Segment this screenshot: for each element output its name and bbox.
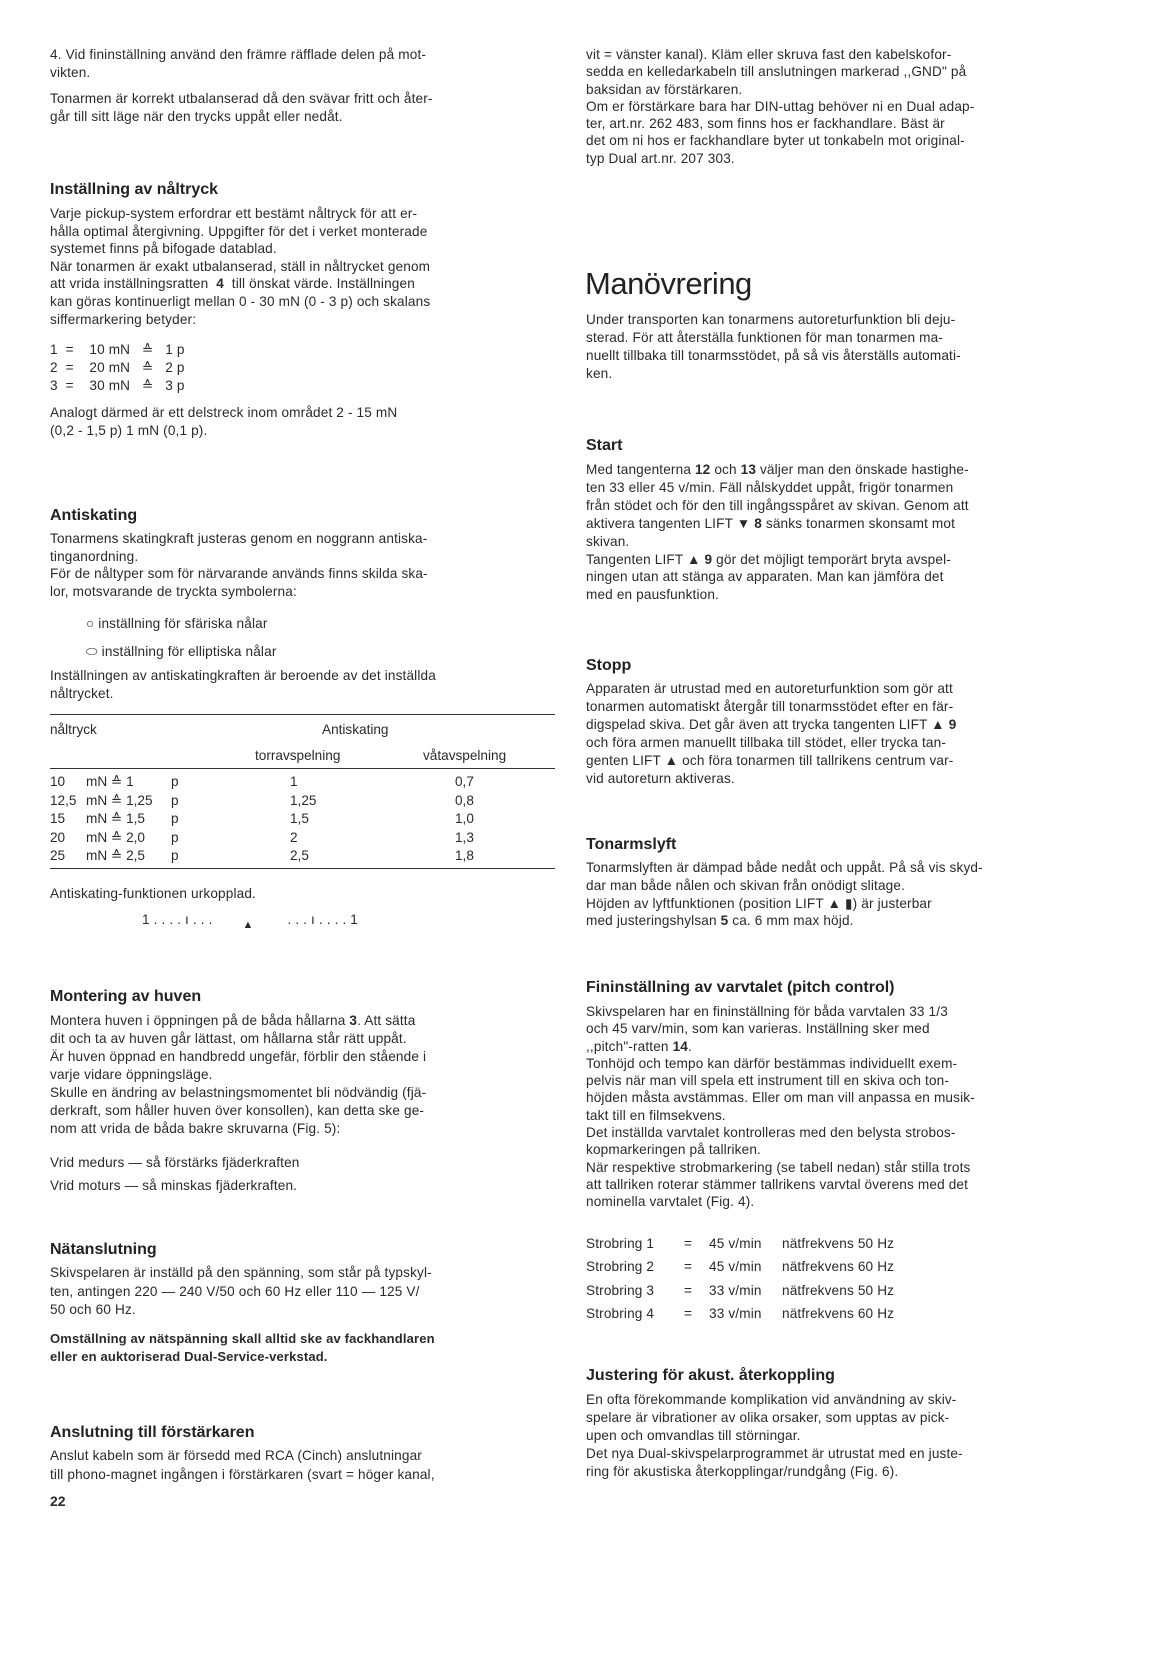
text-line: genten LIFT ▲ och föra tonarmen till tallrikens centrum var- <box>586 752 954 768</box>
reference-number: 13 <box>740 462 757 477</box>
row-unit-p: p <box>171 792 179 808</box>
reference-number: 4 <box>216 276 224 292</box>
table-top-rule <box>50 714 555 715</box>
section-heading-justering: Justering för akust. återkoppling <box>586 1367 835 1384</box>
text-line: Skivspelaren är inställd på den spänning, som står på typskyl- <box>50 1265 432 1280</box>
strobring-label: Strobring 4 <box>586 1305 655 1321</box>
text-line: Varje pickup-system erfordrar ett bestämt nåltryck för att er- <box>50 206 418 221</box>
text-line: När respektive strobmarkering (se tabell nedan) står stilla trots <box>586 1159 971 1175</box>
table-header-antiskating: Antiskating <box>322 722 389 737</box>
text-line: Omställning av nätspänning skall alltid ske av fackhandlaren <box>50 1331 435 1346</box>
natanslutning-paragraph <box>50 1264 530 1320</box>
text-segment: ca. 6 mm max höjd. <box>728 913 854 929</box>
text-line: derkraft, som håller huven över konsollen), kan detta ske ge- <box>50 1103 425 1118</box>
text-line: typ Dual art.nr. 207 303. <box>586 150 735 166</box>
row-unit-p: p <box>171 774 179 789</box>
strobring-speed: 33 v/min <box>709 1305 762 1321</box>
text-segment: aktivera tangenten LIFT ▼ <box>586 515 755 531</box>
text-segment: digspelad skiva. Det går även att trycka tangenten LIFT ▲ <box>586 716 949 732</box>
text-line: eller en auktoriserad Dual-Service-verkstad. <box>50 1349 328 1364</box>
text-segment: Montera huven i öppningen på de båda hållarna <box>50 1013 350 1028</box>
text-line: och föra armen manuellt tillbaka till stödet, eller trycka tan- <box>586 734 947 750</box>
text-line: (0,2 - 1,5 p) 1 mN (0,1 p). <box>50 422 208 438</box>
row-value-mn: 25 <box>50 848 66 864</box>
tonarmslyft-paragraph <box>586 859 1066 930</box>
text-line: Vrid medurs — så förstärks fjäderkraften <box>50 1155 300 1170</box>
text-segment: . Att sätta <box>357 1013 416 1028</box>
text-line: nuellt tillbaka till tonarmsstödet, på så vis återställs automati- <box>586 348 961 363</box>
text-line: Tonarmen är korrekt utbalanserad då den svävar fritt och åter- <box>50 91 433 106</box>
text-line: nominella varvtalet (Fig. 4). <box>586 1194 755 1210</box>
chapter-title-manovrering: Manövrering <box>585 266 752 301</box>
row-unit-p: p <box>171 811 179 827</box>
text-line: 4. Vid fininställning använd den främre räfflade delen på mot- <box>50 47 427 62</box>
text-line: vid autoreturn aktiveras. <box>586 770 735 786</box>
table-bottom-rule <box>50 868 555 869</box>
scale-right: . . . ı . . . . 1 <box>287 912 359 927</box>
text-line: sedda en kelledarkabeln till anslutningen markerad ,,GND" på <box>586 64 967 80</box>
row-unit-eq: mN ≙ 1,5 <box>86 811 145 827</box>
text-line <box>586 912 1066 930</box>
row-value-mn: 10 <box>50 774 66 789</box>
row-unit-p: p <box>171 848 179 864</box>
strobring-speed: 33 v/min <box>709 1282 762 1298</box>
text-line <box>586 1038 1066 1055</box>
text-segment: . <box>687 1038 692 1054</box>
section-heading-tonarmslyft: Tonarmslyft <box>586 836 677 853</box>
antiskating-off-text: Antiskating-funktionen urkopplad. <box>50 886 256 901</box>
row-torr: 2,5 <box>290 848 309 864</box>
equals-sign: = <box>684 1236 693 1251</box>
start-paragraph <box>586 461 1066 604</box>
text-line: Apparaten är utrustad med en autoreturfunktion som gör att <box>586 681 953 696</box>
text-line: Är huven öppnad en handbredd ungefär, förblir den stående i <box>50 1049 427 1064</box>
text-segment: väljer man den önskade hastighe- <box>756 462 969 477</box>
text-line <box>586 716 1066 734</box>
reference-number: 9 <box>948 716 957 732</box>
text-line: till phono-magnet ingången i förstärkaren (svart = höger kanal, <box>50 1466 435 1482</box>
equals-sign: = <box>684 1305 693 1321</box>
section-heading-naltryck: Inställning av nåltryck <box>50 181 219 198</box>
text-line: När tonarmen är exakt utbalanserad, ställ in nåltrycket genom <box>50 258 431 274</box>
reference-number: 3 <box>349 1013 358 1028</box>
triangle-up-icon: ▲ <box>242 919 254 931</box>
text-line: 1 = 10 mN ≙ 1 p <box>50 342 185 357</box>
text-line <box>50 1012 530 1030</box>
table-header-rule <box>50 768 555 769</box>
section-heading-natanslutning: Nätanslutning <box>50 1241 157 1258</box>
row-torr: 1 <box>290 774 298 789</box>
stopp-paragraph <box>586 680 1066 787</box>
text-line: ter, art.nr. 262 483, som finns hos er fackhandlare. Bäst är <box>586 116 945 132</box>
row-unit-eq: mN ≙ 2,5 <box>86 848 145 864</box>
text-line: skivan. <box>586 533 630 549</box>
text-line: dar man både nålen och skivan från onödigt slitage. <box>586 877 905 893</box>
row-value-mn: 12,5 <box>50 792 77 808</box>
strobring-label: Strobring 2 <box>586 1259 655 1275</box>
text-line <box>50 275 530 293</box>
strobring-frequency: nätfrekvens 60 Hz <box>782 1259 895 1275</box>
strobring-label: Strobring 1 <box>586 1236 655 1251</box>
text-line: ken. <box>586 366 613 381</box>
row-vat: 0,7 <box>455 774 474 789</box>
text-line: Anslut kabeln som är försedd med RCA (Cinch) anslutningar <box>50 1448 422 1463</box>
section-heading-montering: Montering av huven <box>50 988 202 1005</box>
text-line: nåltrycket. <box>50 685 114 701</box>
reference-number: 12 <box>694 462 711 477</box>
equals-sign: = <box>684 1259 693 1275</box>
section-heading-stopp: Stopp <box>586 657 632 674</box>
text-line: siffermarkering betyder: <box>50 311 197 327</box>
anslutning-paragraph <box>50 1447 530 1484</box>
section-heading-anslutning: Anslutning till förstärkaren <box>50 1424 255 1441</box>
row-vat: 1,8 <box>455 848 474 864</box>
row-vat: 0,8 <box>455 792 474 808</box>
row-torr: 1,5 <box>290 811 309 827</box>
text-line: 50 och 60 Hz. <box>50 1302 136 1317</box>
row-value-mn: 15 <box>50 811 66 827</box>
text-line: Höjden av lyftfunktionen (position LIFT ▲ ▮) är justerbar <box>586 895 932 911</box>
text-line: vikten. <box>50 64 91 80</box>
strobring-frequency: nätfrekvens 50 Hz <box>782 1236 895 1251</box>
row-unit-eq: mN ≙ 1 <box>86 774 134 789</box>
montering-paragraph <box>50 1012 530 1138</box>
antiskating-paragraph <box>50 530 530 600</box>
text-segment: ,,pitch"-ratten <box>586 1038 673 1054</box>
pitch-paragraph <box>586 1003 1066 1211</box>
antiskating-dependency <box>50 667 530 702</box>
text-line: höjden måsta avstämmas. Eller om man vill anpassa en musik- <box>586 1090 975 1106</box>
reference-number: 8 <box>754 515 762 531</box>
reference-number: 5 <box>720 913 729 929</box>
text-line: ten, antingen 220 — 240 V/50 och 60 Hz eller 110 — 125 V/ <box>50 1283 420 1299</box>
text-line: ○ inställning för sfäriska nålar <box>86 616 268 631</box>
text-segment: med justeringshylsan <box>586 913 721 929</box>
antiskating-table <box>50 720 555 870</box>
strobring-label: Strobring 3 <box>586 1282 655 1298</box>
text-line: Tonarmslyften är dämpad både nedåt och uppåt. På så vis skyd- <box>586 860 983 875</box>
antiskating-symbols <box>86 610 277 666</box>
antiskating-scale <box>142 911 442 931</box>
table-header-vat: våtavspelning <box>423 748 507 763</box>
text-line: För de nåltyper som för närvarande används finns skilda ska- <box>50 566 428 582</box>
text-line: dit och ta av huven går lättast, om hållarna står rätt uppåt. <box>50 1031 407 1046</box>
text-line: med en pausfunktion. <box>586 587 719 603</box>
text-line: 3 = 30 mN ≙ 3 p <box>50 378 185 393</box>
text-line: Det nya Dual-skivspelarprogrammet är utrustat med en juste- <box>586 1446 963 1461</box>
text-line: 2 = 20 mN ≙ 2 p <box>50 360 185 375</box>
text-segment: och <box>710 462 741 477</box>
justering-paragraph <box>586 1391 1066 1481</box>
text-line: kopmarkeringen på tallriken. <box>586 1142 761 1158</box>
text-line: varje vidare öppningsläge. <box>50 1067 213 1082</box>
text-line: från stödet och för den till ingångsspåret av skivan. Genom att <box>586 497 969 513</box>
strobring-frequency: nätfrekvens 60 Hz <box>782 1305 895 1321</box>
text-line <box>586 515 1066 533</box>
row-torr: 1,25 <box>290 792 317 808</box>
text-segment: till önskat värde. Inställningen <box>223 276 415 292</box>
text-line: spelare är vibrationer av olika orsaker, som upptas av pick- <box>586 1410 950 1425</box>
naltryck-analog <box>50 404 530 439</box>
text-line: tinganordning. <box>50 548 139 564</box>
page-number: 22 <box>50 1493 66 1509</box>
section-heading-start: Start <box>586 437 623 454</box>
row-unit-p: p <box>171 829 179 845</box>
text-line: nom att vrida de båda bakre skruvarna (Fig. 5): <box>50 1121 341 1136</box>
text-segment: Tangenten LIFT ▲ <box>586 551 705 567</box>
text-line <box>586 461 1066 479</box>
text-line: Tonhöjd och tempo kan därför bestämmas individuellt exem- <box>586 1055 958 1071</box>
text-segment: sänks tonarmen skonsamt mot <box>761 515 956 531</box>
text-line: det om ni hos er fackhandlare byter ut tonkabeln mot original- <box>586 133 965 149</box>
natanslutning-warning <box>50 1330 530 1366</box>
naltryck-paragraph <box>50 205 530 328</box>
row-vat: 1,3 <box>455 829 474 845</box>
text-line: pelvis när man vill spela ett instrument till en skiva och ton- <box>586 1073 950 1089</box>
row-unit-eq: mN ≙ 2,0 <box>86 829 145 845</box>
row-torr: 2 <box>290 829 298 845</box>
text-line: Inställningen av antiskatingkraften är beroende av det inställda <box>50 668 436 683</box>
naltryck-equivalences <box>50 341 530 395</box>
table-header-naltryck: nåltryck <box>50 722 97 737</box>
text-line: Det inställda varvtalet kontrolleras med den belysta strobos- <box>586 1125 956 1141</box>
text-segment: gör det möjligt temporärt bryta avspel- <box>712 551 951 567</box>
text-line: Skulle en ändring av belastningsmomentet bli nödvändig (fjä- <box>50 1085 427 1100</box>
scale-left: 1 . . . . ı . . . <box>142 912 213 927</box>
row-value-mn: 20 <box>50 829 66 845</box>
balance-paragraph <box>50 90 530 125</box>
text-line: hålla optimal återgivning. Uppgifter för det i verket monterade <box>50 223 428 239</box>
text-line: Analogt därmed är ett delstreck inom området 2 - 15 mN <box>50 405 398 420</box>
text-line: att tallriken roterar stämmer tallrikens varvtal överens med det <box>586 1176 969 1192</box>
text-line: ten 33 eller 45 v/min. Fäll nålskyddet uppåt, frigör tonarmen <box>586 479 954 495</box>
text-line <box>586 551 1066 569</box>
text-line: kan göras kontinuerligt mellan 0 - 30 mN (0 - 3 p) och skalans <box>50 293 431 309</box>
text-segment: att vrida inställningsratten <box>50 276 217 292</box>
text-line: tonarmen automatiskt återgår till tonarmsstödet efter en fär- <box>586 698 954 714</box>
manovrering-paragraph <box>586 311 1066 383</box>
assembly-step-4 <box>50 46 530 81</box>
text-line: En ofta förekommande komplikation vid användning av skiv- <box>586 1392 957 1407</box>
text-line: ningen utan att stänga av apparaten. Man kan jämföra det <box>586 569 944 585</box>
row-vat: 1,0 <box>455 811 474 827</box>
section-heading-pitch: Fininställning av varvtalet (pitch control) <box>586 979 895 996</box>
strobring-frequency: nätfrekvens 50 Hz <box>782 1282 895 1298</box>
text-line: lor, motsvarande de tryckta symbolerna: <box>50 583 297 599</box>
table-header-torr: torravspelning <box>255 748 341 763</box>
strobring-speed: 45 v/min <box>709 1236 762 1251</box>
text-line: ring för akustiska återkopplingar/rundgång (Fig. 6). <box>586 1464 899 1479</box>
text-line: systemet finns på bifogade datablad. <box>50 241 277 257</box>
anslutning-continued <box>586 46 1066 167</box>
equals-sign: = <box>684 1282 693 1298</box>
text-line: Vrid moturs — så minskas fjäderkraften. <box>50 1178 298 1193</box>
text-line: Under transporten kan tonarmens autoreturfunktion bli deju- <box>586 312 956 327</box>
text-line: ⬭ inställning för elliptiska nålar <box>86 644 277 659</box>
text-line: och 45 varv/min, som kan varieras. Inställning sker med <box>586 1021 930 1037</box>
reference-number: 9 <box>704 551 713 567</box>
text-line: sterad. För att återställa funktionen för man tonarmen ma- <box>586 330 944 345</box>
text-line: vit = vänster kanal). Kläm eller skruva fast den kabelskofor- <box>586 47 952 62</box>
text-line: går till sitt läge när den trycks uppåt eller nedåt. <box>50 108 343 124</box>
text-line: baksidan av förstärkaren. <box>586 81 743 97</box>
strobring-speed: 45 v/min <box>709 1259 762 1275</box>
section-heading-antiskating: Antiskating <box>50 507 138 524</box>
row-unit-eq: mN ≙ 1,25 <box>86 792 153 808</box>
montering-vrid <box>50 1151 530 1197</box>
text-line: takt till en filmsekvens. <box>586 1107 726 1123</box>
text-line: Om er förstärkare bara har DIN-uttag behöver ni en Dual adap- <box>586 98 975 114</box>
text-segment: Med tangenterna <box>586 462 695 477</box>
text-line: Tonarmens skatingkraft justeras genom en noggrann antiska- <box>50 531 428 546</box>
text-line: upen och omvandlas till störningar. <box>586 1428 801 1443</box>
reference-number: 14 <box>672 1038 688 1054</box>
text-line: Skivspelaren har en fininställning för båda varvtalen 33 1/3 <box>586 1004 948 1019</box>
